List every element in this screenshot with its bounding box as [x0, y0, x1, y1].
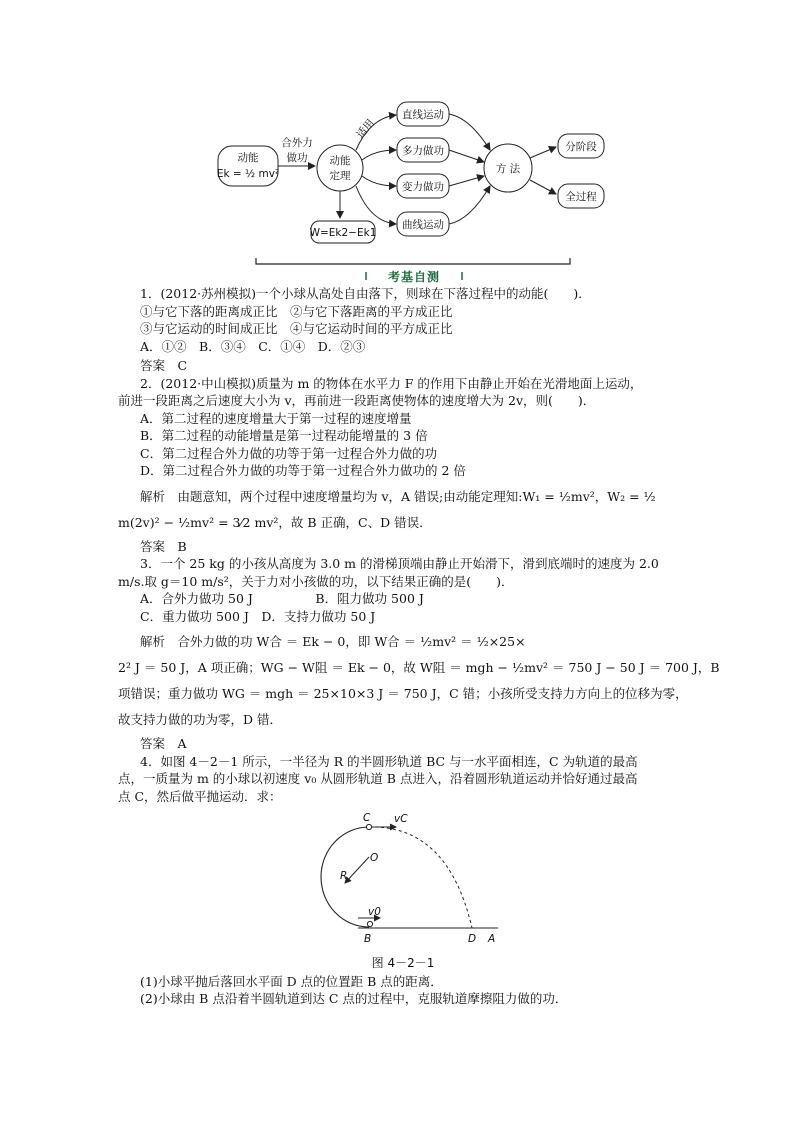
question-content — [118, 285, 720, 1008]
q3-options-cd: C．重力做功 500 J D．支持力做功 50 J — [140, 608, 376, 624]
q2-stem-2: 前进一段距离之后速度大小为 v，再前进一段距离使物体的速度增大为 2v，则( )． — [118, 393, 596, 408]
label-c: C — [363, 812, 371, 824]
q3-analysis-2: 2² J ＝ 50 J，A 项正确；WG − W阻 ＝ Ek − 0，故 W阻 ＝ mgh − ½mv² ＝ 750 J − 50 J ＝ 700 J，B — [118, 660, 720, 675]
q3-stem-2: m/s.取 g＝10 m/s²，关于力对小孩做的功，以下结果正确的是( )． — [118, 573, 514, 589]
track-figure-svg — [118, 805, 688, 955]
case-label-3: 变力做功 — [402, 181, 444, 193]
theorem-circle — [317, 145, 363, 191]
method-label-1: 分阶段 — [565, 141, 597, 153]
section-banner: 考基自测 — [387, 270, 440, 284]
q2-option-b: B．第二过程的动能增量是第一过程动能增量的 3 倍 — [140, 428, 428, 443]
q2-option-a: A．第二过程的速度增量大于第一过程的速度增量 — [140, 410, 412, 426]
figure-caption: 图 4－2－1 — [371, 956, 435, 970]
work-formula: W=Ek2−Ek1 — [309, 227, 377, 239]
q2-analysis-2: m(2v)² − ½mv² = 3⁄2 mv²，故 B 正确，C、D 错误． — [118, 514, 432, 530]
bracket-line — [256, 258, 570, 264]
q4-stem-1: 4．如图 4－2－1 所示，一半径为 R 的半圆形轨道 BC 与一水平面相连，C 为轨道的最高 — [140, 753, 638, 769]
theorem-label-2: 定理 — [329, 170, 351, 182]
q1-stem: 1．(2012·苏州模拟)一个小球从高处自由落下，则球在下落过程中的动能( )． — [140, 286, 591, 301]
q2-option-d: D．第二过程合外力做的功等于第一过程合外力做功的 2 倍 — [140, 463, 466, 478]
q2-stem-1: 2．(2012·中山模拟)质量为 m 的物体在水平力 F 的作用下由静止开始在光滑地面上运动， — [140, 375, 643, 391]
q2-option-c: C．第二过程合外力做的功等于第一过程合外力做的功 — [140, 445, 438, 461]
label-r: R — [340, 870, 348, 882]
q4-stem-2: 点，一质量为 m 的小球以初速度 v₀ 从圆形轨道 B 点进入，沿着圆形轨道运动并恰好通过最高 — [118, 771, 638, 786]
projectile-path — [369, 827, 472, 928]
label-b: B — [364, 933, 372, 945]
net-work-label-2: 做功 — [286, 152, 308, 164]
q3-answer: 答案 A — [140, 736, 187, 751]
q1-choices: A．①② B．③④ C．①④ D．②③ — [140, 338, 366, 354]
q2-answer: 答案 B — [140, 538, 187, 554]
theorem-label-1: 动能 — [329, 155, 351, 167]
case-label-1: 直线运动 — [402, 109, 444, 121]
figure-4-2-1 — [118, 805, 688, 955]
label-vc: vC — [394, 813, 408, 825]
method-label-2: 全过程 — [565, 191, 597, 203]
concept-diagram-svg — [0, 0, 794, 280]
label-d: D — [468, 933, 477, 945]
q3-analysis-1: 解析 合外力做的功 W合 ＝ Ek − 0，即 W合 ＝ ½mv² ＝ ½×25× — [140, 634, 526, 649]
q4-part-2: (2)小球由 B 点沿着半圆轨道到达 C 点的过程中，克服轨道摩擦阻力做的功． — [140, 991, 568, 1006]
case-label-2: 多力做功 — [402, 145, 444, 157]
q3-analysis-3: 项错误；重力做功 WG ＝ mgh ＝ 25×10×3 J ＝ 750 J，C 错；小孩所受支持力方向上的位移为零， — [118, 686, 688, 701]
q1-option-line-2: ③与它运动的时间成正比 ④与它运动时间的平方成正比 — [140, 321, 453, 336]
label-v0: v0 — [368, 906, 381, 918]
case-label-4: 曲线运动 — [402, 219, 444, 231]
kinetic-energy-label: 动能 — [237, 152, 259, 164]
q3-stem-1: 3．一个 25 kg 的小孩从高度为 3.0 m 的滑梯顶端由静止开始滑下，滑到底端时的速度为 2.0 — [140, 556, 659, 571]
q1-answer: 答案 C — [140, 358, 188, 373]
q4-part-1: (1)小球平抛后落回水平面 D 点的位置距 B 点的距离． — [140, 973, 443, 989]
concept-diagram — [0, 0, 794, 280]
ball-at-b — [367, 921, 372, 926]
q3-analysis-4: 故支持力做的功为零，D 错． — [118, 712, 282, 727]
q1-option-line-1: ①与它下落的距离成正比 ②与它下落距离的平方成正比 — [140, 303, 453, 319]
ball-at-c — [366, 824, 371, 829]
label-a: A — [488, 933, 496, 945]
method-label: 方 法 — [495, 163, 521, 175]
net-work-label-1: 合外力 — [281, 137, 313, 149]
q2-analysis-1: 解析 由题意知，两个过程中速度增量均为 v，A 错误;由动能定理知:W₁ = ½mv²，W₂ = ½ — [140, 488, 656, 504]
q4-stem-3: 点 C，然后做平抛运动．求： — [118, 788, 282, 804]
applies-label: 适用 — [354, 117, 378, 141]
kinetic-energy-formula: Ek = ½ mv² — [216, 168, 280, 180]
q3-options-ab: A．合外力做功 50 J B．阻力做功 500 J — [140, 591, 424, 606]
label-o: O — [370, 852, 379, 864]
